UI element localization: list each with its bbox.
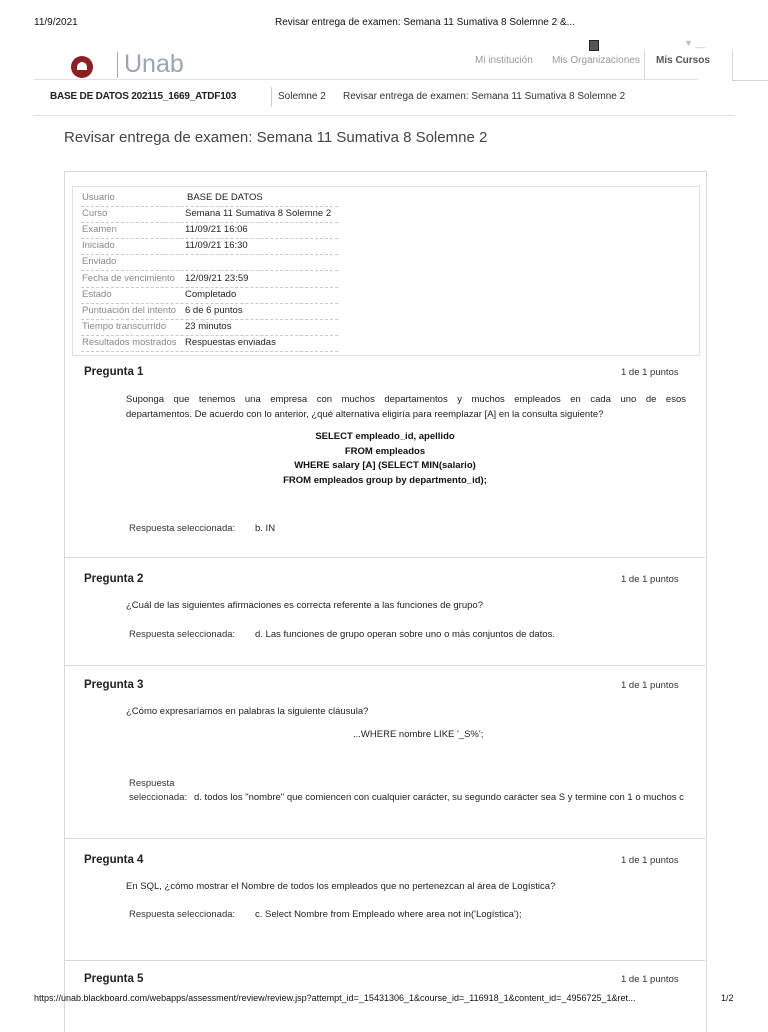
header-rule [34,79,698,80]
summary-value: Completado [185,289,237,300]
nav-divider [644,50,645,80]
question-title: Pregunta 1 [84,366,144,378]
breadcrumb-course[interactable]: BASE DE DATOS 202115_1669_ATDF103 [50,91,237,102]
answer-label: Respuesta seleccionada: [129,909,236,920]
question-text-line1: Suponga que tenemos una empresa con muchos departamentos y muchos empleados en cada uno de esos [126,394,686,405]
user-menu-chevron-icon[interactable]: ▼ __ [684,38,706,48]
summary-value: BASE DE DATOS [187,192,263,203]
answer-label: Respuesta seleccionada: [129,523,236,534]
sql-code-line: SELECT empleado_id, apellido [315,431,455,442]
question-points: 1 de 1 puntos [621,574,679,585]
question-text-line2: departamentos. De acuerdo con lo anterior, ¿qué alternativa eligiría para reemplazar [A] en la consulta siguiente? [126,409,604,420]
summary-row [81,303,338,320]
summary-label: Resultados mostrados [82,337,177,348]
answer-label: Respuesta seleccionada: [129,629,236,640]
summary-row [81,254,338,271]
summary-value: 6 de 6 puntos [185,305,243,316]
sql-code-line: WHERE salary [A] (SELECT MIN(salario) [294,460,476,471]
summary-value: 11/09/21 16:06 [185,224,248,235]
question-title: Pregunta 5 [84,973,144,985]
logo-text[interactable]: Unab [124,50,184,78]
answer-label: Respuesta [129,778,175,789]
selected-answer: d. todos los "nombre" que comiencen con cualquier carácter, su segundo carácter sea S y termine con 1 o muchos c [194,792,684,803]
summary-label: Tiempo transcurrido [82,321,167,332]
top-header [34,38,734,80]
question-title: Pregunta 3 [84,679,144,691]
summary-value: Respuestas enviadas [185,337,276,348]
question-title: Pregunta 2 [84,573,144,585]
summary-row [81,190,338,207]
organization-icon [589,40,599,51]
print-date: 11/9/2021 [34,17,78,28]
question-points: 1 de 1 puntos [621,367,679,378]
summary-row [81,238,338,255]
nav-underline [732,80,768,81]
sql-code-line: FROM empleados [344,445,426,457]
breadcrumb-current: Revisar entrega de examen: Semana 11 Sumativa 8 Solemne 2 [343,91,626,102]
breadcrumb-rule [34,115,734,116]
nav-mis-organizaciones[interactable]: Mis Organizaciones [552,55,640,66]
breadcrumb-section[interactable]: Solemne 2 [278,91,326,102]
summary-label: Puntuación del intento [82,305,177,316]
summary-label: Examen [82,224,117,235]
question-3 [65,674,705,839]
question-5 [65,968,705,990]
selected-answer: b. IN [255,523,276,534]
summary-value: 12/09/21 23:59 [185,273,249,284]
question-text: ¿Cómo expresaríamos en palabras la siguiente cláusula? [126,706,369,717]
page-number: 1/2 [721,993,734,1003]
question-points: 1 de 1 puntos [621,855,679,866]
summary-row [81,319,338,336]
answer-label: seleccionada: [129,792,188,803]
summary-label: Usuario [82,192,115,203]
summary-label: Estado [82,289,112,300]
question-points: 1 de 1 puntos [621,680,679,691]
summary-label: Curso [82,208,108,219]
summary-label: Fecha de vencimiento [82,273,175,284]
summary-value: 11/09/21 16:30 [185,240,248,251]
nav-mi-institucion[interactable]: Mi institución [475,55,533,66]
summary-row [81,287,338,304]
question-text: ¿Cuál de las siguientes afirmaciones es correcta referente a las funciones de grupo? [126,600,483,611]
question-4 [65,849,705,961]
question-text: En SQL, ¿cómo mostrar el Nombre de todos los empleados que no pertenezcan al área de Logística? [126,881,556,892]
page-title: Revisar entrega de examen: Semana 11 Sumativa 8 Solemne 2 [64,129,488,146]
summary-row [81,222,338,239]
summary-row [81,335,338,352]
page-url: https://unab.blackboard.com/webapps/assessment/review/review.jsp?attempt_id=_15431306_1&course_id=_116918_1&content_id=_4956725_1&ret... [34,993,636,1003]
nav-divider-right [732,50,733,80]
selected-answer: c. Select Nombre from Empleado where area not in('Logística'); [255,909,522,920]
selected-answer: d. Las funciones de grupo operan sobre uno o más conjuntos de datos. [255,629,555,640]
sql-code-line: FROM empleados group by departmento_id); [283,474,487,486]
attempt-summary [72,186,700,356]
breadcrumb-separator [271,87,272,107]
summary-row [81,206,338,223]
logo-divider [117,52,118,78]
nav-mis-cursos[interactable]: Mis Cursos [656,55,710,66]
question-2 [65,568,705,666]
question-title: Pregunta 4 [84,854,144,866]
unab-logo-icon[interactable] [71,56,93,78]
summary-value: 23 minutos [185,321,232,332]
summary-row [81,271,338,288]
question-points: 1 de 1 puntos [621,974,679,985]
summary-label: Enviado [82,256,117,267]
summary-label: Iniciado [82,240,115,251]
sql-clause: ...WHERE nombre LIKE '_S%'; [353,729,484,740]
print-title: Revisar entrega de examen: Semana 11 Sumativa 8 Solemne 2 &... [275,17,575,28]
question-1 [65,361,705,558]
summary-value: Semana 11 Sumativa 8 Solemne 2 [185,208,332,219]
